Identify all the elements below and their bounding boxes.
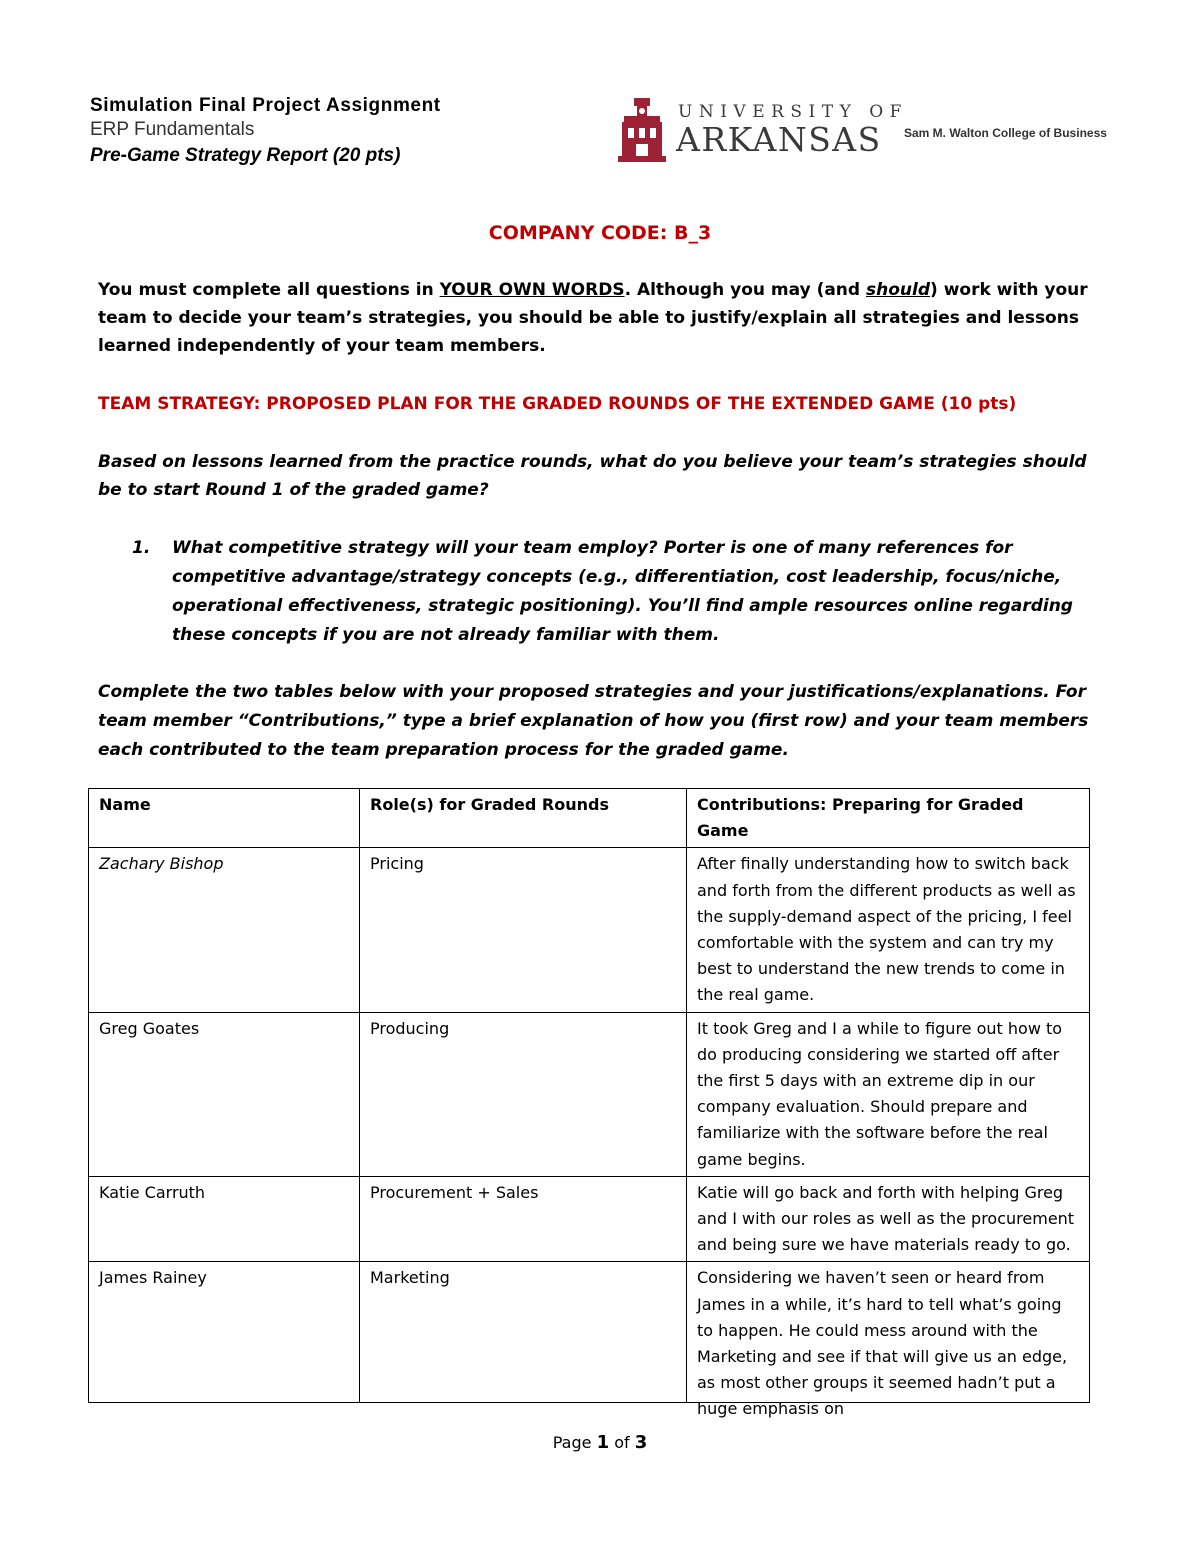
old-main-tower-icon: [616, 98, 668, 164]
contribution-text-clipped: Considering we haven’t seen or heard from James in a while, it’s hard to tell what’s going to happen. He could mess around with the Marketing and see if that will give us an edge, as most other groups it seemed hadn’t put a huge emphasis on: [697, 1268, 1068, 1419]
member-name: Zachary Bishop: [89, 848, 360, 1012]
question-text: What competitive strategy will your team employ? Porter is one of many references for competitive advantage/strategy concepts (e.g., differentiation, cost leadership, focus/niche, operational effectiveness, strategic positioning). You’ll find ample resources online regarding these concepts if you are not already familiar with them.: [172, 538, 1073, 645]
report-title: Pre-Game Strategy Report (20 pts): [90, 145, 401, 166]
intro-paragraph: [98, 276, 1098, 360]
logo-arkansas: ARKANSAS: [676, 120, 882, 159]
intro-text-3: ) work with your team to decide your team’s strategies, you should be able to justify/explain all strategies and lessons learned independently of your team members.: [98, 280, 1088, 356]
member-name: Greg Goates: [89, 1012, 360, 1176]
table-row: [89, 1262, 1090, 1403]
member-contribution: [687, 1262, 1090, 1419]
member-name: James Rainey: [89, 1262, 360, 1403]
total-pages: 3: [634, 1432, 648, 1453]
header-name: Name: [89, 789, 360, 848]
document-header: [90, 94, 441, 170]
course-name: ERP Fundamentals: [90, 119, 255, 140]
member-contribution: After finally understanding how to switch back and forth from the different products as well as the supply-demand aspect of the pricing, I feel comfortable with the system and can try my best to understand the new trends to come in the real game.: [687, 848, 1090, 1012]
team-roles-table: [88, 788, 1090, 1419]
intro-underlined: YOUR OWN WORDS: [439, 280, 625, 300]
member-role: Procurement + Sales: [360, 1176, 687, 1262]
of-label: of: [614, 1433, 630, 1452]
intro-text-1: You must complete all questions in: [98, 280, 440, 300]
lead-question: Based on lessons learned from the practice rounds, what do you believe your team’s strategies should be to start Round 1 of the graded game?: [98, 452, 1087, 500]
member-contribution: It took Greg and I a while to figure out how to do producing considering we started off after the first 5 days with an extreme dip in our company evaluation. Should prepare and familiarize with the software before the real game begins.: [687, 1012, 1090, 1176]
member-role: Marketing: [360, 1262, 687, 1403]
company-code: COMPANY CODE: B_3: [488, 222, 712, 244]
table-row: [89, 1176, 1090, 1262]
college-name: Sam M. Walton College of Business: [904, 126, 1107, 140]
member-contribution: Katie will go back and forth with helping Greg and I with our roles as well as the procurement and being sure we have materials ready to go.: [687, 1176, 1090, 1262]
logo-university-of: UNIVERSITY OF: [678, 102, 908, 122]
header-role: Role(s) for Graded Rounds: [360, 789, 687, 848]
current-page: 1: [596, 1432, 610, 1453]
member-role: Pricing: [360, 848, 687, 1012]
section-heading: TEAM STRATEGY: PROPOSED PLAN FOR THE GRADED ROUNDS OF THE EXTENDED GAME (10 pts): [98, 394, 1017, 414]
table-header-row: [89, 789, 1090, 848]
page-footer: [0, 1432, 1200, 1453]
question-number: 1.: [132, 538, 151, 558]
university-logo: [612, 96, 1107, 166]
table-row: [89, 1012, 1090, 1176]
intro-emphasis: should: [866, 280, 930, 300]
page-label: Page: [552, 1433, 592, 1452]
table-row: [89, 848, 1090, 1012]
header-contributions: Contributions: Preparing for Graded Game: [687, 789, 1090, 848]
table-instructions: Complete the two tables below with your proposed strategies and your justifications/explanations. For team member “Contributions,” type a brief explanation of how you (first row) and your team members each contributed to the team preparation process for the graded game.: [98, 682, 1089, 760]
member-name: Katie Carruth: [89, 1176, 360, 1262]
assignment-title: Simulation Final Project Assignment: [90, 95, 441, 116]
member-role: Producing: [360, 1012, 687, 1176]
intro-text-2: . Although you may (and: [624, 280, 866, 300]
